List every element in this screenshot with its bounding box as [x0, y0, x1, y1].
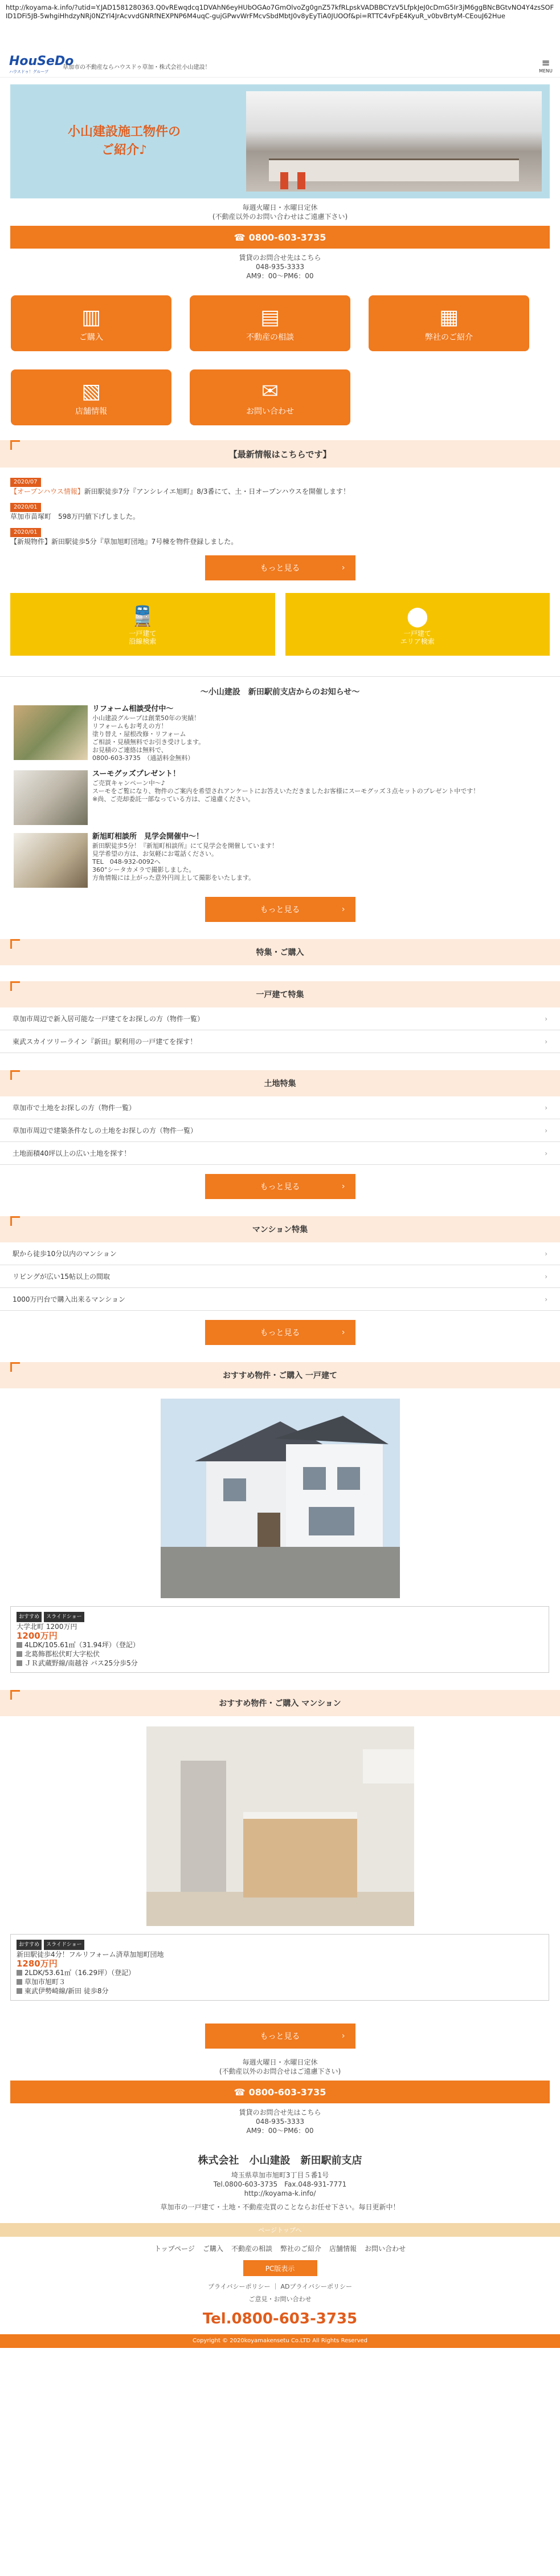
- footer-link[interactable]: トップページ: [154, 2245, 195, 2253]
- business-note: (不動産以外のお問合せはご遠慮下さい): [219, 2067, 341, 2075]
- mansion-photo: [146, 1726, 414, 1926]
- chevron-right-icon: ›: [341, 2031, 345, 2041]
- nav-store-label: 店舗情報: [75, 407, 107, 416]
- nav-consult-button[interactable]: [190, 295, 350, 351]
- footer-link[interactable]: お問い合わせ: [364, 2245, 406, 2253]
- house-feature-heading: 一戸建て特集: [0, 981, 560, 1007]
- rental-label: 賃貸のお問合せ先はこちら: [239, 2108, 321, 2116]
- menu-button[interactable]: [537, 58, 554, 74]
- hero-line2: ご紹介♪: [101, 143, 148, 157]
- consult-icon: ▤: [260, 306, 280, 329]
- train-icon: [17, 1660, 22, 1666]
- ad-privacy-link[interactable]: ADプライバシーポリシー: [280, 2283, 352, 2290]
- main-nav-grid: [11, 295, 549, 425]
- page-top-button[interactable]: [0, 2223, 560, 2237]
- chevron-right-icon: ›: [545, 1126, 547, 1135]
- house-access: ＪＲ武蔵野線/南越谷 バス25分歩5分: [24, 1659, 138, 1667]
- feature-link[interactable]: [0, 1119, 560, 1142]
- news-item[interactable]: [10, 527, 550, 546]
- page-top-label: ページトップへ: [258, 2226, 302, 2234]
- more-label: もっと見る: [260, 1183, 300, 1192]
- stool-shape: [280, 172, 288, 189]
- topics-heading: 〜小山建設 新田駅前支店からのお知らせ〜: [0, 676, 560, 697]
- footer-link[interactable]: 不動産の相談: [231, 2245, 272, 2253]
- feature-link-label: リビングが広い15帖以上の間取: [13, 1273, 111, 1281]
- clipboard-icon: ▦: [439, 306, 459, 329]
- company-address: 埼玉県草加市旭町3丁目５番1号: [231, 2171, 329, 2179]
- pc-view-label: PC版表示: [265, 2264, 295, 2273]
- topic-line: リフォームもお考えの方！: [92, 722, 167, 730]
- menu-label: MENU: [539, 68, 553, 74]
- topic-line: ご売買キャンペーン中〜♪: [92, 779, 165, 787]
- topic-item[interactable]: [14, 705, 546, 762]
- mansion-name: 新田駅徒歩4分！フルリフォーム済草加旭町団地: [17, 1951, 164, 1959]
- company-info: [0, 2152, 560, 2212]
- mansion-address: 草加市旭町３: [24, 1978, 66, 1986]
- topic-thumbnail: [14, 833, 88, 888]
- hero-line1: 小山建設施工物件の: [67, 125, 181, 139]
- house-photo: [161, 1399, 400, 1598]
- nav-store-button[interactable]: [11, 369, 171, 425]
- chevron-right-icon: ›: [545, 1014, 547, 1023]
- privacy-links: プライバシーポリシー ｜ ADプライバシーポリシー: [208, 2283, 352, 2290]
- mansion-feature-heading: マンション特集: [0, 1216, 560, 1242]
- house-spec: 4LDK/105.61㎡（31.94坪）（登記）: [24, 1641, 140, 1649]
- news-text: 【新規物件】新田駅徒歩5分『草加旭町団地』7号棟を物件登録しました。: [10, 538, 238, 546]
- feature-link-label: 東武スカイツリーライン『新田』駅利用の一戸建てを探す！: [13, 1038, 197, 1046]
- mansion-spec: 2LDK/53.61㎡（16.29坪）（登記）: [24, 1969, 136, 1977]
- nav-contact-label: お問い合わせ: [246, 407, 294, 416]
- kitchen-counter-shape: [269, 159, 519, 181]
- house-info: [10, 1606, 549, 1673]
- house-name: 大学北町 1200万円: [17, 1623, 77, 1631]
- line-search-l2: 沿線検索: [129, 637, 157, 645]
- building-icon: ▥: [81, 306, 101, 329]
- land-more-button[interactable]: [205, 1174, 355, 1199]
- recommend-house-heading: おすすめ物件・ご購入 一戸建て: [0, 1362, 560, 1388]
- hamburger-icon: ≡: [541, 57, 550, 69]
- mail-icon: ✉: [261, 380, 279, 403]
- more-label: もっと見る: [260, 564, 300, 573]
- topic-line: 新田駅徒歩5分！『新旭町相談所』にて見学会を開催しています！: [92, 842, 278, 850]
- chevron-right-icon: ›: [545, 1295, 547, 1303]
- topic-line: 0800-603-3735 （通話料金無料）: [92, 754, 194, 762]
- tag-badge: スライドショー: [44, 1940, 84, 1950]
- feature-link[interactable]: [0, 1096, 560, 1119]
- url-text: http://koyama-k.info/?utid=Y.JAD1581280363.Q0vREwqdcq1DVAhN6eyHUbOGAo7GmOlvoZg0gnZ57kfRLpskVADBBCYzV5LfpkJeJ0cDmG5Ir3jM6ggBNcBGtvNO4Y4zsSOFID1DFi5JB-5whgiHhdzyNRj0NZYl4JrAcvvdGNRfNEXPNP6M4uqC-gujGPwvWrFMcvSbdMbtJ0v8yEyTiA0JUOOf&pi=RTTC4vFpE4KyuR_v0bvBrtyM-CEouJ62Hue: [0, 0, 560, 56]
- topic-title: スーモグッズプレゼント！: [92, 770, 181, 778]
- business-hours: 毎週火曜日・水曜日定休: [242, 204, 318, 212]
- chevron-right-icon: ›: [545, 1037, 547, 1046]
- area-search-l1: 一戸建て: [403, 629, 431, 637]
- hero-banner[interactable]: [10, 84, 550, 198]
- rental-label: 賃貸のお問合せ先はこちら: [239, 254, 321, 262]
- phone-icon: ☎: [234, 2086, 246, 2098]
- news-list: [10, 477, 550, 546]
- company-web[interactable]: http://koyama-k.info/: [244, 2189, 316, 2197]
- pin-icon: ⬤: [406, 605, 428, 628]
- feature-link[interactable]: [0, 1288, 560, 1311]
- recommend-more-button[interactable]: [205, 2024, 355, 2049]
- copyright: Copyright © 2020koyamakensetu Co.LTD All Rights Reserved: [0, 2334, 560, 2348]
- nav-consult-label: 不動産の相談: [246, 333, 294, 342]
- tel-number: 0800-603-3735: [248, 2086, 326, 2098]
- news-highlight: 【オープンハウス情報】: [10, 487, 84, 495]
- more-label: もっと見る: [260, 1328, 300, 1338]
- topic-line: 小山建設グループは創業50年の実績！: [92, 714, 201, 722]
- topic-thumbnail: [14, 770, 88, 825]
- rental-tel[interactable]: 048-935-3333: [255, 2118, 304, 2126]
- feature-link-label: 駅から徒歩10分以内のマンション: [13, 1250, 117, 1258]
- chevron-right-icon: ›: [341, 1182, 345, 1191]
- contact-link[interactable]: ご意見・お問い合わせ: [248, 2295, 312, 2303]
- company-slogan: 草加市の一戸建て・土地・不動産売買のことならお任せ下さい。毎日更新中！: [160, 2203, 400, 2211]
- news-heading: 【最新情報はこちらです】: [0, 440, 560, 468]
- house-card[interactable]: [10, 1399, 550, 1673]
- line-search-l1: 一戸建て: [129, 629, 157, 637]
- news-item[interactable]: [10, 502, 550, 521]
- search-row: [10, 593, 550, 656]
- mansion-price: 1280万円: [17, 1959, 58, 1969]
- rental-info-2: [0, 2108, 560, 2135]
- topic-title: 新旭町相談所 見学会開催中〜！: [92, 832, 204, 841]
- topic-line: 見学希望の方は、お気軽にお電話ください。: [92, 850, 218, 858]
- recommend-mansion-heading: おすすめ物件・ご購入 マンション: [0, 1690, 560, 1716]
- topic-line: TEL 048-932-0092へ: [92, 858, 161, 866]
- nav-company-button[interactable]: [369, 295, 529, 351]
- topic-line: ご相談・見積無料でお引き受けします。: [92, 738, 205, 746]
- footer-nav: [0, 2244, 560, 2253]
- more-label: もっと見る: [260, 2032, 300, 2041]
- map-icon: ▧: [81, 380, 101, 403]
- news-item[interactable]: [10, 477, 550, 496]
- address-icon: [17, 1979, 22, 1985]
- tag-badge: おすすめ: [17, 1940, 42, 1950]
- chevron-right-icon: ›: [545, 1149, 547, 1157]
- nav-contact-button[interactable]: [190, 369, 350, 425]
- topic-line: お見積のご連絡は無料で、: [92, 746, 167, 754]
- feature-link-label: 1000万円台で購入出来るマンション: [13, 1295, 126, 1303]
- topic-line: 360°シータカメラで撮影しました。: [92, 866, 195, 873]
- tel-button-2[interactable]: [10, 2081, 550, 2103]
- train-icon: 🚆: [130, 605, 155, 628]
- house-price: 1200万円: [17, 1631, 58, 1641]
- feature-link[interactable]: [0, 1242, 560, 1265]
- chevron-right-icon: ›: [545, 1272, 547, 1281]
- news-date: 2020/01: [10, 503, 41, 512]
- topic-line: 塗り替え・屋根改修・リフォーム: [92, 730, 186, 738]
- topic-title: リフォーム相談受付中〜: [92, 705, 174, 713]
- hero-text: [10, 84, 238, 198]
- mansion-info: [10, 1934, 549, 2001]
- business-hours: 毎週火曜日・水曜日定休: [242, 2058, 318, 2066]
- feature-link-label: 土地面積40坪以上の広い土地を探す！: [13, 1149, 131, 1157]
- topic-thumbnail: [14, 705, 88, 760]
- logo-sub: ハウスドゥ！グループ: [9, 69, 49, 74]
- news-date: 2020/01: [10, 528, 41, 537]
- chevron-right-icon: ›: [341, 563, 345, 572]
- business-info-2: [0, 2058, 560, 2076]
- land-feature-heading: 土地特集: [0, 1070, 560, 1096]
- news-text: 新田駅徒歩7分『アンシレイエ旭町』8/3番にて、土・日オープンハウスを開催します！: [84, 487, 350, 495]
- address-icon: [17, 1651, 22, 1657]
- topic-line: ※尚、ご売却委託一部なっている方は、ご遠慮ください。: [92, 795, 255, 803]
- business-info: [0, 203, 560, 221]
- chevron-right-icon: ›: [545, 1103, 547, 1112]
- house-address: 北葛飾郡松伏町大字松伏: [24, 1650, 100, 1658]
- company-tel: Tel.0800-603-3735 Fax.048-931-7771: [213, 2180, 347, 2188]
- tag-badge: スライドショー: [44, 1612, 84, 1622]
- phone-icon: ☎: [234, 231, 246, 243]
- topics-more-button[interactable]: [205, 897, 355, 922]
- rental-info: [0, 253, 560, 281]
- layout-icon: [17, 1970, 22, 1976]
- feature-link-label: 草加市周辺で新入居可能な一戸建てをお探しの方（物件一覧）: [13, 1015, 205, 1023]
- mansion-access: 東武伊勢崎線/新田 徒歩8分: [24, 1987, 109, 1995]
- footer-link[interactable]: 店舗情報: [329, 2245, 357, 2253]
- rental-hours: AM9：00〜PM6：00: [246, 272, 314, 280]
- logo-text: HouSeDo: [9, 54, 74, 68]
- stool-shape: [297, 172, 305, 189]
- nav-purchase-button[interactable]: [11, 295, 171, 351]
- feature-link[interactable]: [0, 1265, 560, 1288]
- feature-link-label: 草加市周辺で建築条件なしの土地をお探しの方（物件一覧）: [13, 1127, 198, 1135]
- feature-link[interactable]: [0, 1007, 560, 1030]
- nav-purchase-label: ご購入: [79, 333, 103, 342]
- business-note: (不動産以外のお問い合わせはご遠慮下さい): [212, 213, 348, 221]
- company-name: 株式会社 小山建設 新田駅前支店: [198, 2155, 362, 2167]
- feature-link[interactable]: [0, 1142, 560, 1165]
- site-header: [0, 56, 560, 78]
- chevron-right-icon: ›: [545, 1249, 547, 1258]
- feature-link[interactable]: [0, 1030, 560, 1053]
- chevron-right-icon: ›: [341, 905, 345, 914]
- hero-kitchen-photo: [246, 91, 542, 192]
- chevron-right-icon: ›: [341, 1328, 345, 1337]
- footer-tel[interactable]: Tel.0800-603-3735: [202, 2310, 358, 2327]
- news-more-button[interactable]: [205, 555, 355, 580]
- footer-link[interactable]: 弊社のご紹介: [280, 2245, 321, 2253]
- mansion-card[interactable]: [10, 1726, 550, 2001]
- tel-button[interactable]: [10, 226, 550, 249]
- area-search-l2: エリア検索: [400, 637, 435, 645]
- feature-link-label: 草加市で土地をお探しの方（物件一覧）: [13, 1104, 136, 1112]
- topic-line: スーモをご覧になり、物件のご案内を希望されアンケートにお答えいただきましたお客様にスーモグッズ３点セットのプレゼント中です！: [92, 787, 480, 795]
- features-heading: 特集・ご購入: [0, 939, 560, 965]
- area-search-button[interactable]: [285, 593, 550, 656]
- train-icon: [17, 1988, 22, 1994]
- rental-tel[interactable]: 048-935-3333: [255, 263, 304, 271]
- nav-company-label: 弊社のご紹介: [425, 333, 473, 342]
- topic-line: 方角情報には上がった意外円周上して撮影をいたします。: [92, 874, 255, 881]
- news-text: 草加市苗塚町 598万円値下げしました。: [10, 513, 140, 521]
- pc-view-button[interactable]: [243, 2260, 317, 2276]
- site-logo[interactable]: [9, 54, 74, 77]
- topic-item[interactable]: [14, 833, 546, 888]
- more-label: もっと見る: [260, 905, 300, 915]
- tel-number: 0800-603-3735: [248, 231, 326, 243]
- topic-item[interactable]: [14, 770, 546, 825]
- tag-badge: おすすめ: [17, 1612, 42, 1622]
- footer-link[interactable]: ご購入: [202, 2245, 223, 2253]
- layout-icon: [17, 1642, 22, 1648]
- header-tagline: 草加市の不動産ならハウスドゥ草加・株式会社小山建設！: [63, 64, 211, 71]
- rental-hours: AM9：00〜PM6：00: [246, 2127, 314, 2135]
- mansion-more-button[interactable]: [205, 1320, 355, 1345]
- line-search-button[interactable]: [10, 593, 275, 656]
- news-date: 2020/07: [10, 478, 41, 487]
- privacy-link[interactable]: プライバシーポリシー: [208, 2283, 271, 2290]
